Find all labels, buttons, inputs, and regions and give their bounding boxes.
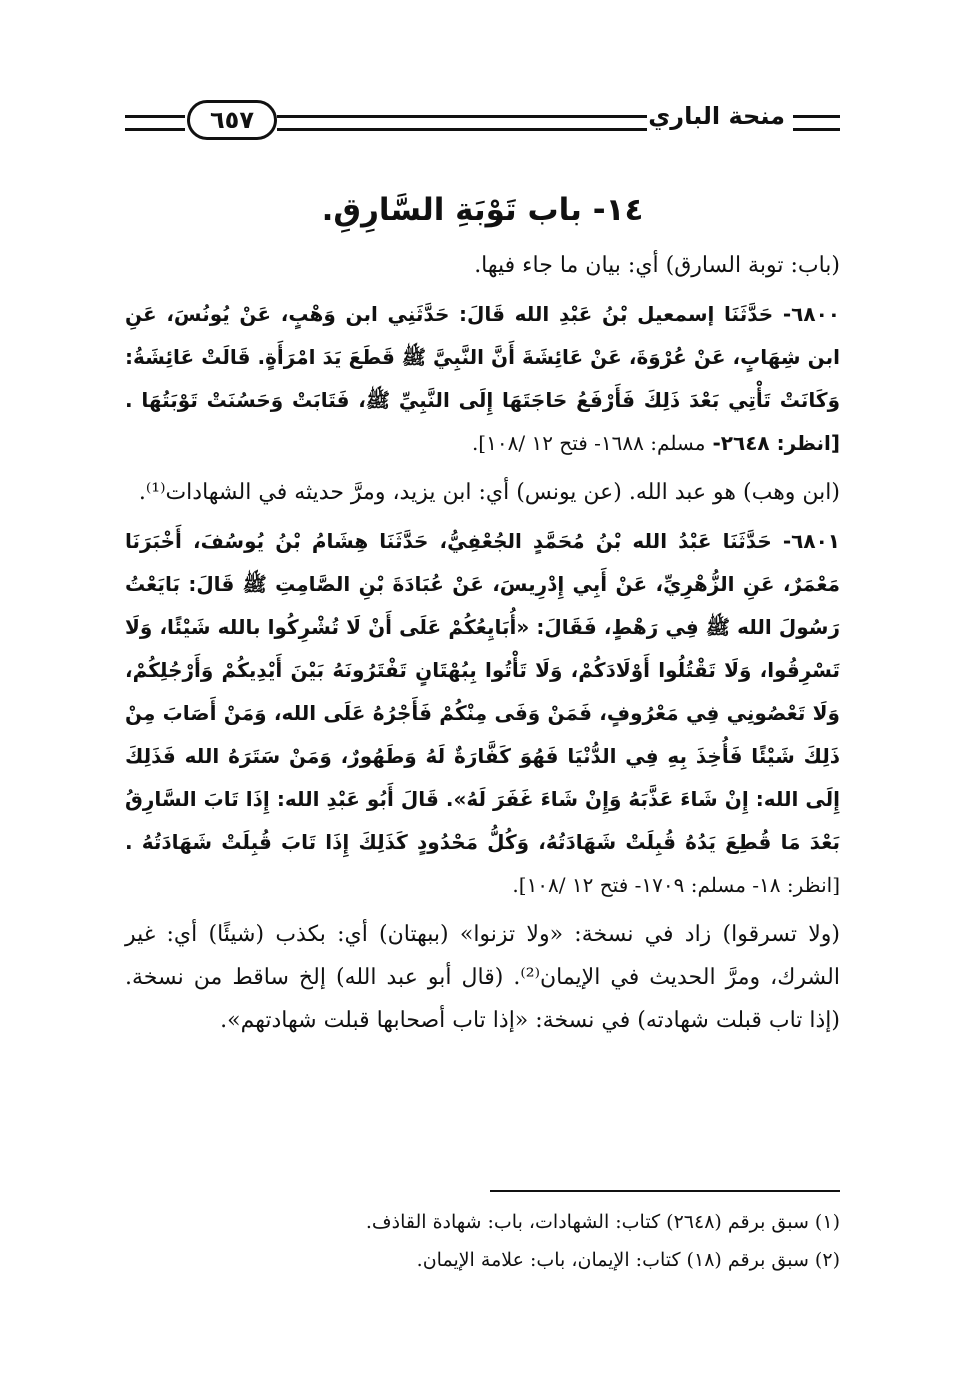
hadith-6801 [125,520,840,907]
main-text [125,190,840,1048]
header-rule-left [125,115,185,131]
header-rule-middle [277,115,647,131]
hadith-6800 [125,293,840,465]
page-number: ٦٥٧ [187,100,277,140]
footnote-2: (٢) سبق برقم (١٨) كتاب: الإيمان، باب: علامة الإيمان. [416,1249,840,1271]
chapter-heading: ١٤- باب تَوْبَةِ السَّارِقِ. [321,192,644,228]
commentary-6801: (ولا تسرقوا) زاد في نسخة: «ولا تزنوا» (ببهتان) أي: بكذب (شيئًا) أي: غير الشرك، ومرَّ الحديث في الإيمان⁽²⁾. (قال أبو عبد الله) إلخ ساقط من نسخة. (إذا تاب قبلت شهادته) في نسخة: «إذا تاب أصحابها قبلت شهادتهم». [125,922,840,1033]
commentary-6800: (ابن وهب) هو عبد الله. (عن يونس) أي: ابن يزيد، ومرَّ حديثه في الشهادات⁽¹⁾. [138,480,840,505]
book-title: منحة الباري [648,102,785,130]
hadith-6800-text: ٦٨٠٠- حَدَّثَنَا إسمعيل بْنُ عَبْدِ الله قَالَ: حَدَّثَنِي ابن وَهْبٍ، عَنْ يُونُسَ، عَنِ ابن شِهَابٍ، عَنْ عُرْوَةَ، عَنْ عَائِشَةَ أَنَّ النَّبِيَّ ﷺ قَطَعَ يَدَ امْرَأَةٍ. قَالَتْ عَائِشَةُ: وَكَانَتْ تَأْتِي بَعْدَ ذَلِكَ فَأَرْفَعُ حَاجَتَهَا إِلَى النَّبِيِّ ﷺ، فَتَابَتْ وَحَسُنَتْ تَوْبَتُهَا .[انظر: ٢٦٤٨- [125,302,840,455]
page-header [125,96,840,146]
hadith-6801-text: ٦٨٠١- حَدَّثَنَا عَبْدُ الله بْنُ مُحَمَّدٍ الجُعْفِيُّ، حَدَّثَنَا هِشَامُ بْنُ يُوسُفَ، أَخْبَرَنَا مَعْمَرٌ، عَنِ الزُّهْرِيِّ، عَنْ أَبِي إِدْرِيسَ، عَنْ عُبَادَةَ بْنِ الصَّامِتِ ﷺ قَالَ: بَايَعْتُ رَسُولَ الله ﷺ فِي رَهْطٍ، فَقَالَ: «أُبَايِعُكُمْ عَلَى أَنْ لَا تُشْرِكُوا بالله شَيْئًا، وَلَا تَسْرِقُوا، وَلَا تَقْتُلُوا أَوْلَادَكُمْ، وَلَا تَأْتُوا بِبُهْتَانٍ تَفْتَرُونَهُ بَيْنَ أَيْدِيكُمْ وَأَرْجُلِكُمْ، وَلَا تَعْصُونِي فِي مَعْرُوفٍ، فَمَنْ وَفَى مِنْكُمْ فَأَجْرُهُ عَلَى الله، وَمَنْ أَصَابَ مِنْ ذَلِكَ شَيْئًا فَأُخِذَ بِهِ فِي الدُّنْيَا فَهُوَ كَفَّارَةٌ لَهُ وَطَهُورٌ، وَمَنْ سَتَرَهُ الله فَذَلِكَ إِلَى الله: إِنْ شَاءَ عَذَّبَهُ وَإِنْ شَاءَ غَفَرَ لَهُ». قَالَ أَبُو عَبْدِ الله: إِذَا تَابَ السَّارِقُ بَعْدَ مَا قُطِعَ يَدُهُ قُبِلَتْ شَهَادَتُهُ، وَكُلُّ مَحْدُودٍ كَذَلِكَ إِذَا تَابَ قُبِلَتْ شَهَادَتُهُ . [125,529,840,854]
footnote-1: (١) سبق برقم (٢٦٤٨) كتاب: الشهادات، باب: شهادة القاذف. [365,1211,840,1233]
footnotes [125,1203,840,1279]
chapter-intro: (باب: توبة السارق) أي: بيان ما جاء فيها. [474,253,840,278]
hadith-6801-reference: [انظر: ١٨- مسلم: ١٧٠٩- فتح ١٢ /١٠٨]. [512,873,840,897]
header-rule-right [793,115,840,131]
footnote-divider [490,1190,840,1192]
hadith-6800-reference: مسلم: ١٦٨٨- فتح ١٢ /١٠٨]. [471,431,706,455]
